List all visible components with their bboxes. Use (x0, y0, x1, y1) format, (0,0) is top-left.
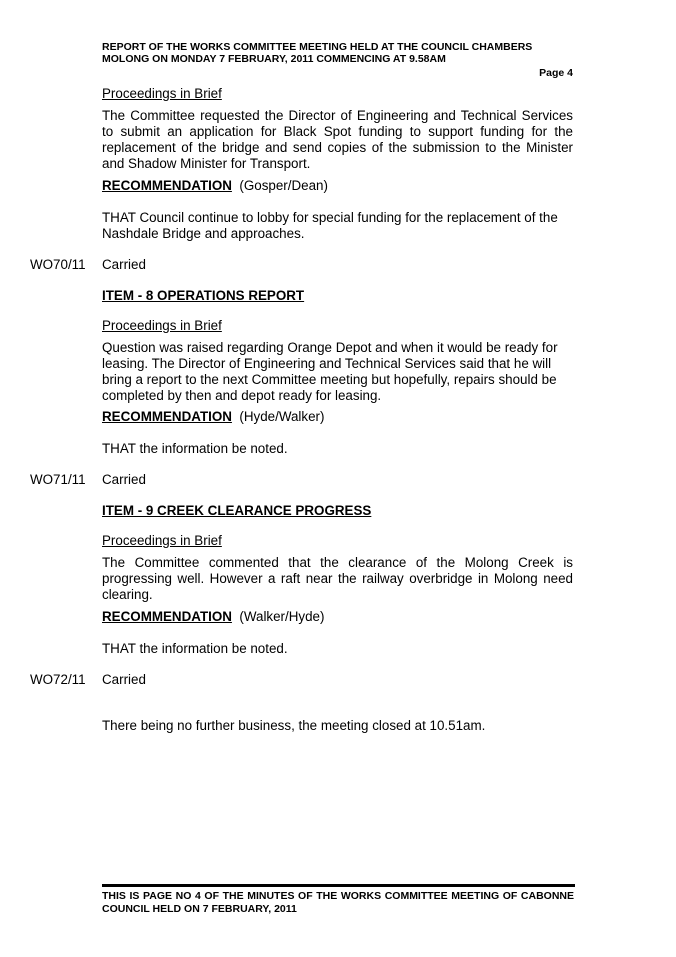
resolution-text: THAT the information be noted. (102, 441, 288, 456)
proceedings-text: The Committee requested the Director of Engineering and Technical Services to submit an application for Black Spot funding to support funding for the replacement of the bridge and send copies of the submission to the Minister and Shadow Minister for Transport. (102, 108, 573, 171)
proceedings-text: Question was raised regarding Orange Depot and when it would be ready for leasing. The Director of Engineering and Technical Services said that he will bring a report to the next Committee meeting but hopefully, repairs should be completed by then and depot ready for leasing. (102, 340, 558, 403)
movers: (Hyde/Walker) (239, 409, 325, 424)
resolution-text: THAT Council continue to lobby for special funding for the replacement of the Nashdale Bridge and approaches. (102, 210, 558, 241)
recommendation-line (102, 609, 573, 625)
proceedings-heading: Proceedings in Brief (102, 86, 222, 101)
closing-statement: There being no further business, the meeting closed at 10.51am. (102, 718, 486, 733)
footer-divider (102, 884, 575, 887)
resolution-number: WO70/11 (30, 257, 86, 272)
resolution-outcome: Carried (102, 672, 146, 687)
resolution-outcome: Carried (102, 472, 146, 487)
movers: (Walker/Hyde) (239, 609, 325, 624)
resolution-number: WO71/11 (30, 472, 86, 487)
proceedings-text: The Committee commented that the clearance of the Molong Creek is progressing well. However a raft near the railway overbridge in Molong need clearing. (102, 555, 573, 602)
item-8-title: ITEM - 8 OPERATIONS REPORT (102, 288, 305, 303)
item-9-title: ITEM - 9 CREEK CLEARANCE PROGRESS (102, 503, 372, 518)
recommendation-line (102, 409, 573, 425)
recommendation-label: RECOMMENDATION (102, 178, 232, 193)
recommendation-line (102, 178, 573, 194)
proceedings-heading: Proceedings in Brief (102, 318, 222, 333)
recommendation-label: RECOMMENDATION (102, 609, 232, 624)
report-header: REPORT OF THE WORKS COMMITTEE MEETING HELD AT THE COUNCIL CHAMBERS MOLONG ON MONDAY 7 FEBRUARY, 2011 COMMENCING AT 9.58AM (102, 41, 533, 65)
page-number: Page 4 (539, 67, 573, 79)
resolution-number: WO72/11 (30, 672, 86, 687)
page-footer: THIS IS PAGE NO 4 OF THE MINUTES OF THE WORKS COMMITTEE MEETING OF CABONNE COUNCIL HELD ON 7 FEBRUARY, 2011 (102, 890, 574, 915)
resolution-outcome: Carried (102, 257, 146, 272)
proceedings-heading: Proceedings in Brief (102, 533, 222, 548)
resolution-text: THAT the information be noted. (102, 641, 288, 656)
recommendation-label: RECOMMENDATION (102, 409, 232, 424)
movers: (Gosper/Dean) (239, 178, 328, 193)
